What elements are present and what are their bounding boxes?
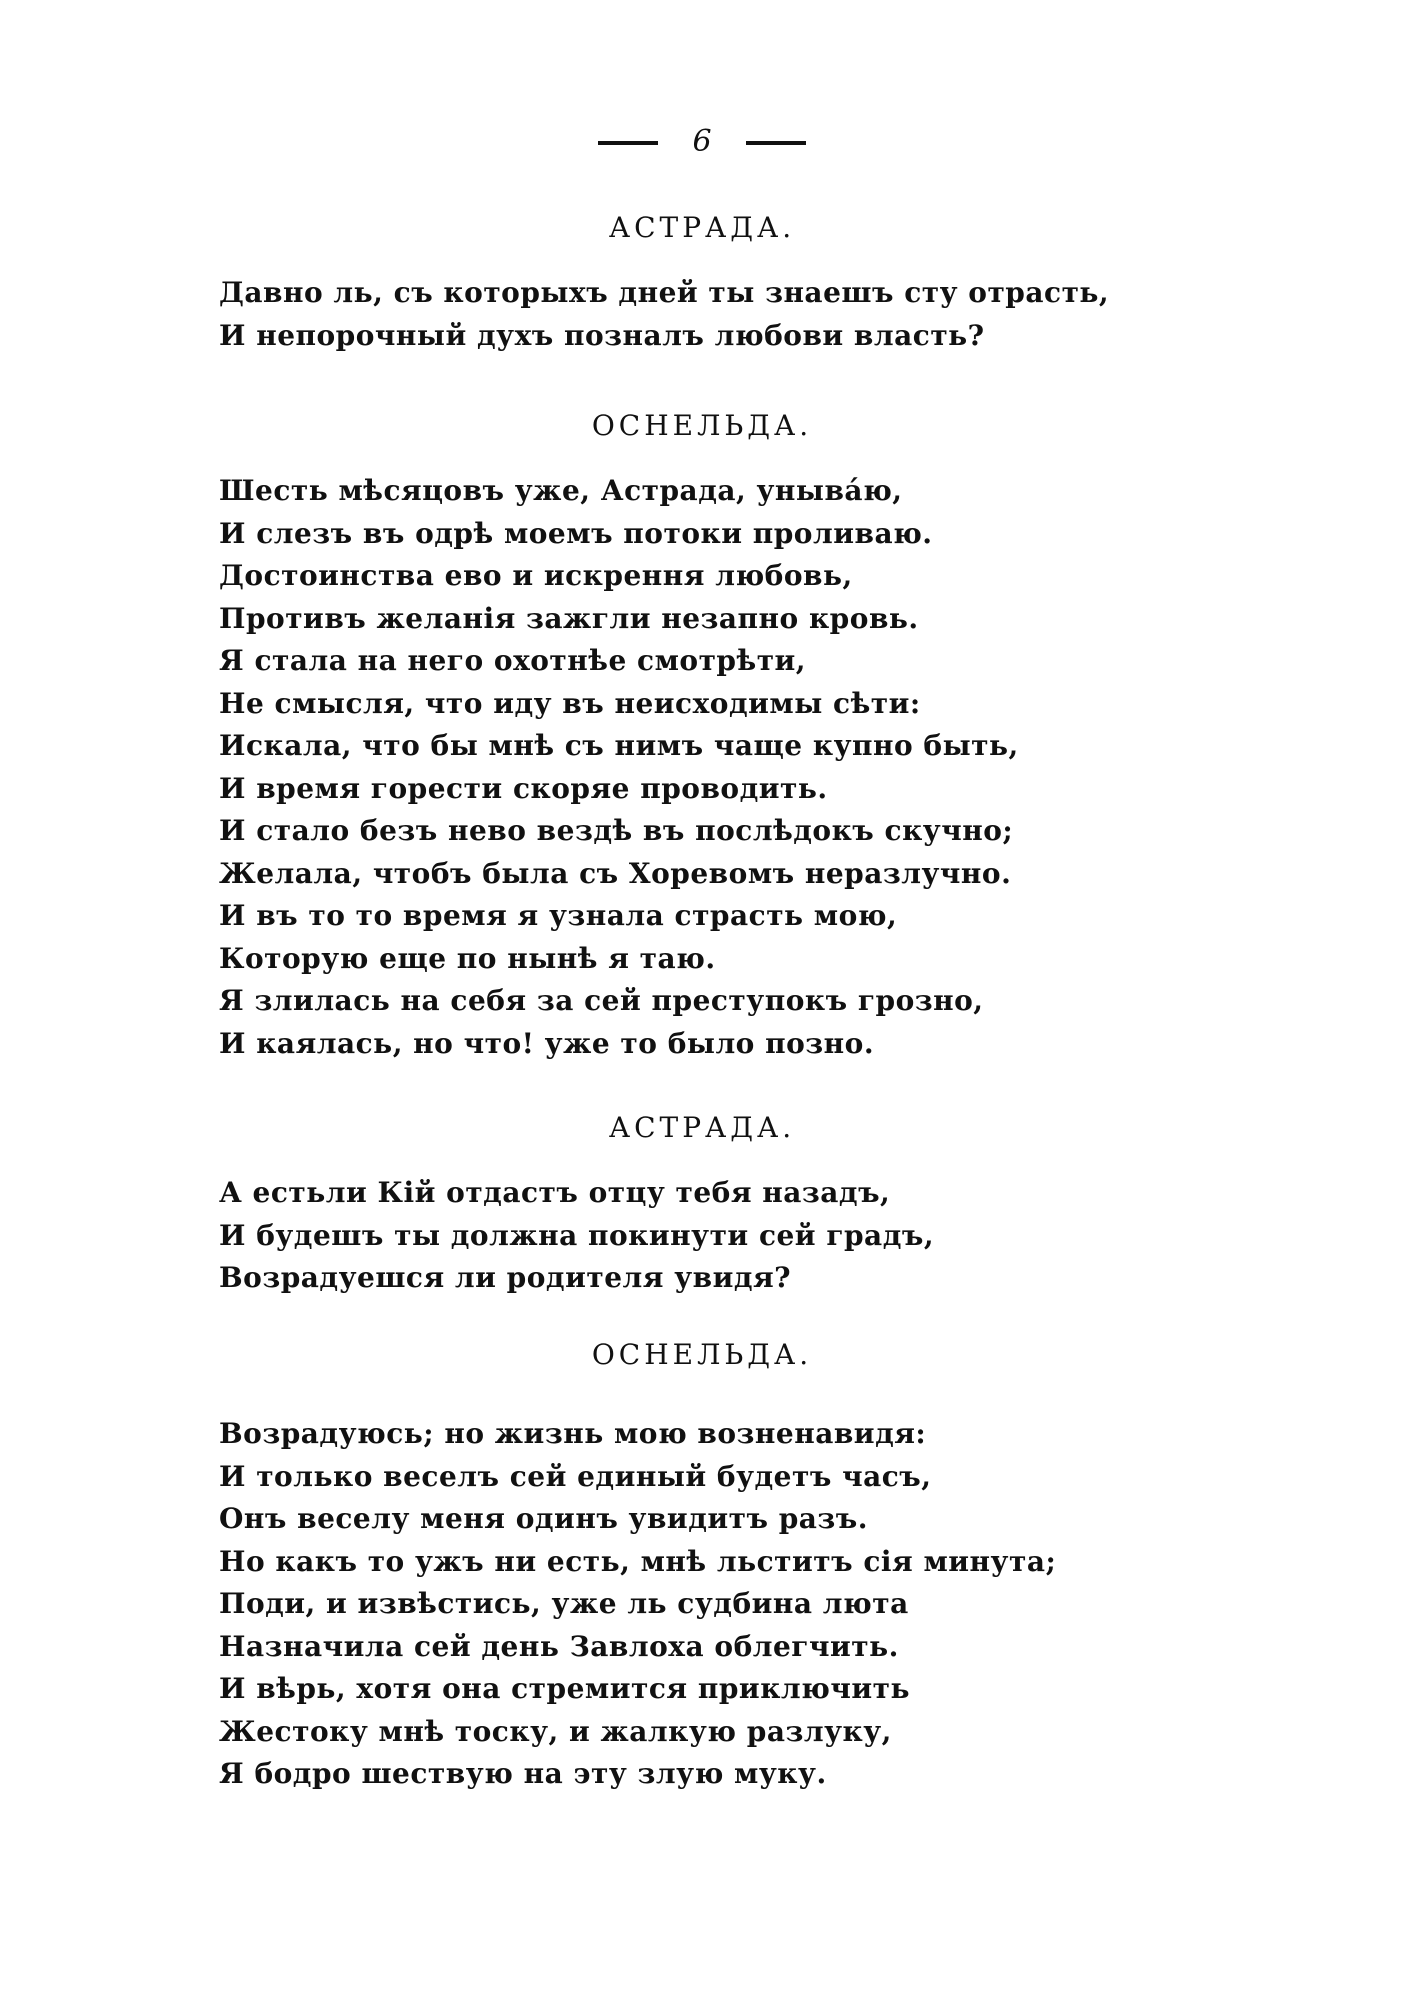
verse-line: И только веселъ сей единый будетъ часъ, [219,1459,932,1493]
verse-line: Но какъ то ужъ ни есть, мнѣ льститъ сія минута; [219,1544,1057,1578]
verse-block [219,1413,1219,1796]
verse-line: И слезъ въ одрѣ моемъ потоки проливаю. [219,516,933,550]
verse-line: Жестоку мнѣ тоску, и жалкую разлуку, [219,1714,892,1748]
verse-block [219,1172,1219,1300]
verse-line: Достоинства ево и искрення любовь, [219,559,853,592]
verse-line: Давно ль, съ которыхъ дней ты знаешъ сту отрасть, [219,276,1110,309]
page-number: 6 [692,124,712,159]
verse-line: Искала, что бы мнѣ съ нимъ чаще купно быть, [219,729,1019,762]
speech-osnelda-1 [219,406,1219,1065]
verse-line: Я бодро шествую на эту злую муку. [219,1757,827,1790]
speaker-heading: ОСНЕЛЬДА. [591,1338,813,1371]
page-header [0,122,1404,162]
speaker-heading: ОСНЕЛЬДА. [591,409,813,442]
verse-line: Онъ веселу меня одинъ увидитъ разъ. [219,1502,869,1535]
verse-line: Не смысля, что иду въ неисходимы сѣти: [219,686,921,720]
speaker-heading: АСТРАДА. [608,211,796,244]
speaker-heading: АСТРАДА. [608,1111,796,1144]
header-left-dash [598,141,658,145]
verse-line: Шесть мѣсяцовъ уже, Астрада, уныва́ю, [219,474,903,507]
verse-line: И стало безъ нево вездѣ въ послѣдокъ скучно; [219,814,1014,847]
verse-line: Я злилась на себя за сей преступокъ грозно, [219,984,984,1017]
verse-line: Желала, чтобъ была съ Хоревомъ неразлучно. [219,856,1012,890]
speech-osnelda-2 [219,1335,1219,1796]
header-right-dash [746,141,806,145]
verse-line: Назначила сей день Завлоха облегчить. [219,1629,899,1663]
verse-line: Я стала на него охотнѣе смотрѣти, [219,644,807,677]
verse-line: Возрадуюсь; но жизнь мою возненавидя: [219,1417,927,1450]
verse-line: И непорочный духъ позналъ любови власть? [219,318,985,352]
speech-astrada-2 [219,1108,1219,1300]
verse-line: Возрадуешся ли родителя увидя? [219,1261,792,1294]
verse-line: И каялась, но что! уже то было позно. [219,1026,875,1060]
verse-line: И въ то то время я узнала страсть мою, [219,899,898,932]
verse-line: И вѣрь, хотя она стремится приключить [219,1672,910,1705]
verse-line: И время горести скоряе проводить. [219,771,828,805]
verse-line: Поди, и извѣстись, уже ль судбина люта [219,1587,909,1620]
verse-block [219,470,1219,1065]
verse-line: А естьли Кій отдастъ отцу тебя назадъ, [219,1176,891,1209]
verse-line: Которую еще по нынѣ я таю. [219,941,716,975]
speech-astrada-1 [219,208,1219,357]
verse-line: Противъ желанія зажгли незапно кровь. [219,601,919,635]
verse-line: И будешъ ты должна покинути сей градъ, [219,1218,935,1252]
verse-block [219,272,1219,357]
